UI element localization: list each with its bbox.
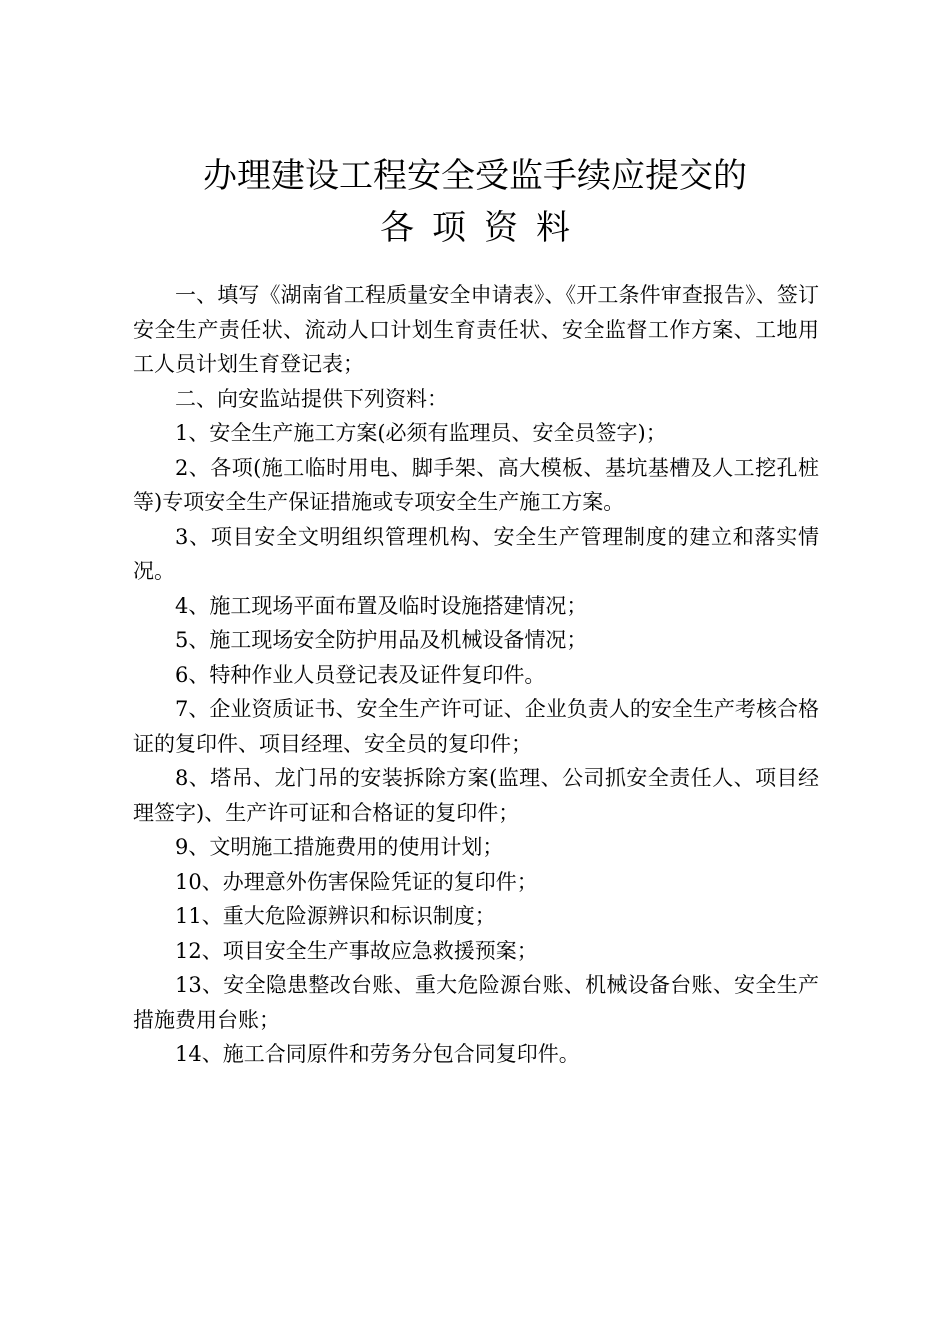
list-item: 7、企业资质证书、安全生产许可证、企业负责人的安全生产考核合格证的复印件、项目经理、安全员的复印件； (133, 697, 819, 756)
list-item: 1、安全生产施工方案(必须有监理员、安全员签字)； (175, 421, 667, 445)
document-title (0, 150, 950, 254)
list-item: 14、施工合同原件和劳务分包合同复印件。 (175, 1042, 580, 1066)
title-line-2: 各项资料 (380, 208, 588, 248)
list-item: 9、文明施工措施费用的使用计划； (175, 835, 504, 859)
list-item: 3、项目安全文明组织管理机构、安全生产管理制度的建立和落实情况。 (133, 524, 819, 583)
title-line-1: 办理建设工程安全受监手续应提交的 (203, 156, 747, 196)
list-item: 12、项目安全生产事故应急救援预案； (175, 938, 538, 963)
list-item: 4、施工现场平面布置及临时设施搭建情况； (175, 593, 588, 618)
paragraph: 二、向安监站提供下列资料： (175, 386, 448, 411)
paragraph: 一、填写《湖南省工程质量安全申请表》、《开工条件审查报告》、签订安全生产责任状、流动人口计划生育责任状、安全监督工作方案、工地用工人员计划生育登记表； (133, 283, 819, 376)
list-item: 10、办理意外伤害保险凭证的复印件； (175, 869, 538, 894)
list-item: 11、重大危险源辨识和标识制度； (175, 904, 496, 928)
list-item: 8、塔吊、龙门吊的安装拆除方案(监理、公司抓安全责任人、项目经理签字)、生产许可证和合格证的复印件； (133, 766, 819, 825)
list-item: 13、安全隐患整改台账、重大危险源台账、机械设备台账、安全生产措施费用台账； (133, 973, 819, 1032)
list-item: 2、各项(施工临时用电、脚手架、高大模板、基坑基槽及人工挖孔桩等)专项安全生产保证措施或专项安全生产施工方案。 (133, 455, 819, 514)
list-item: 5、施工现场安全防护用品及机械设备情况； (175, 628, 588, 652)
list-item: 6、特种作业人员登记表及证件复印件。 (175, 662, 546, 687)
document-body (133, 278, 819, 1072)
